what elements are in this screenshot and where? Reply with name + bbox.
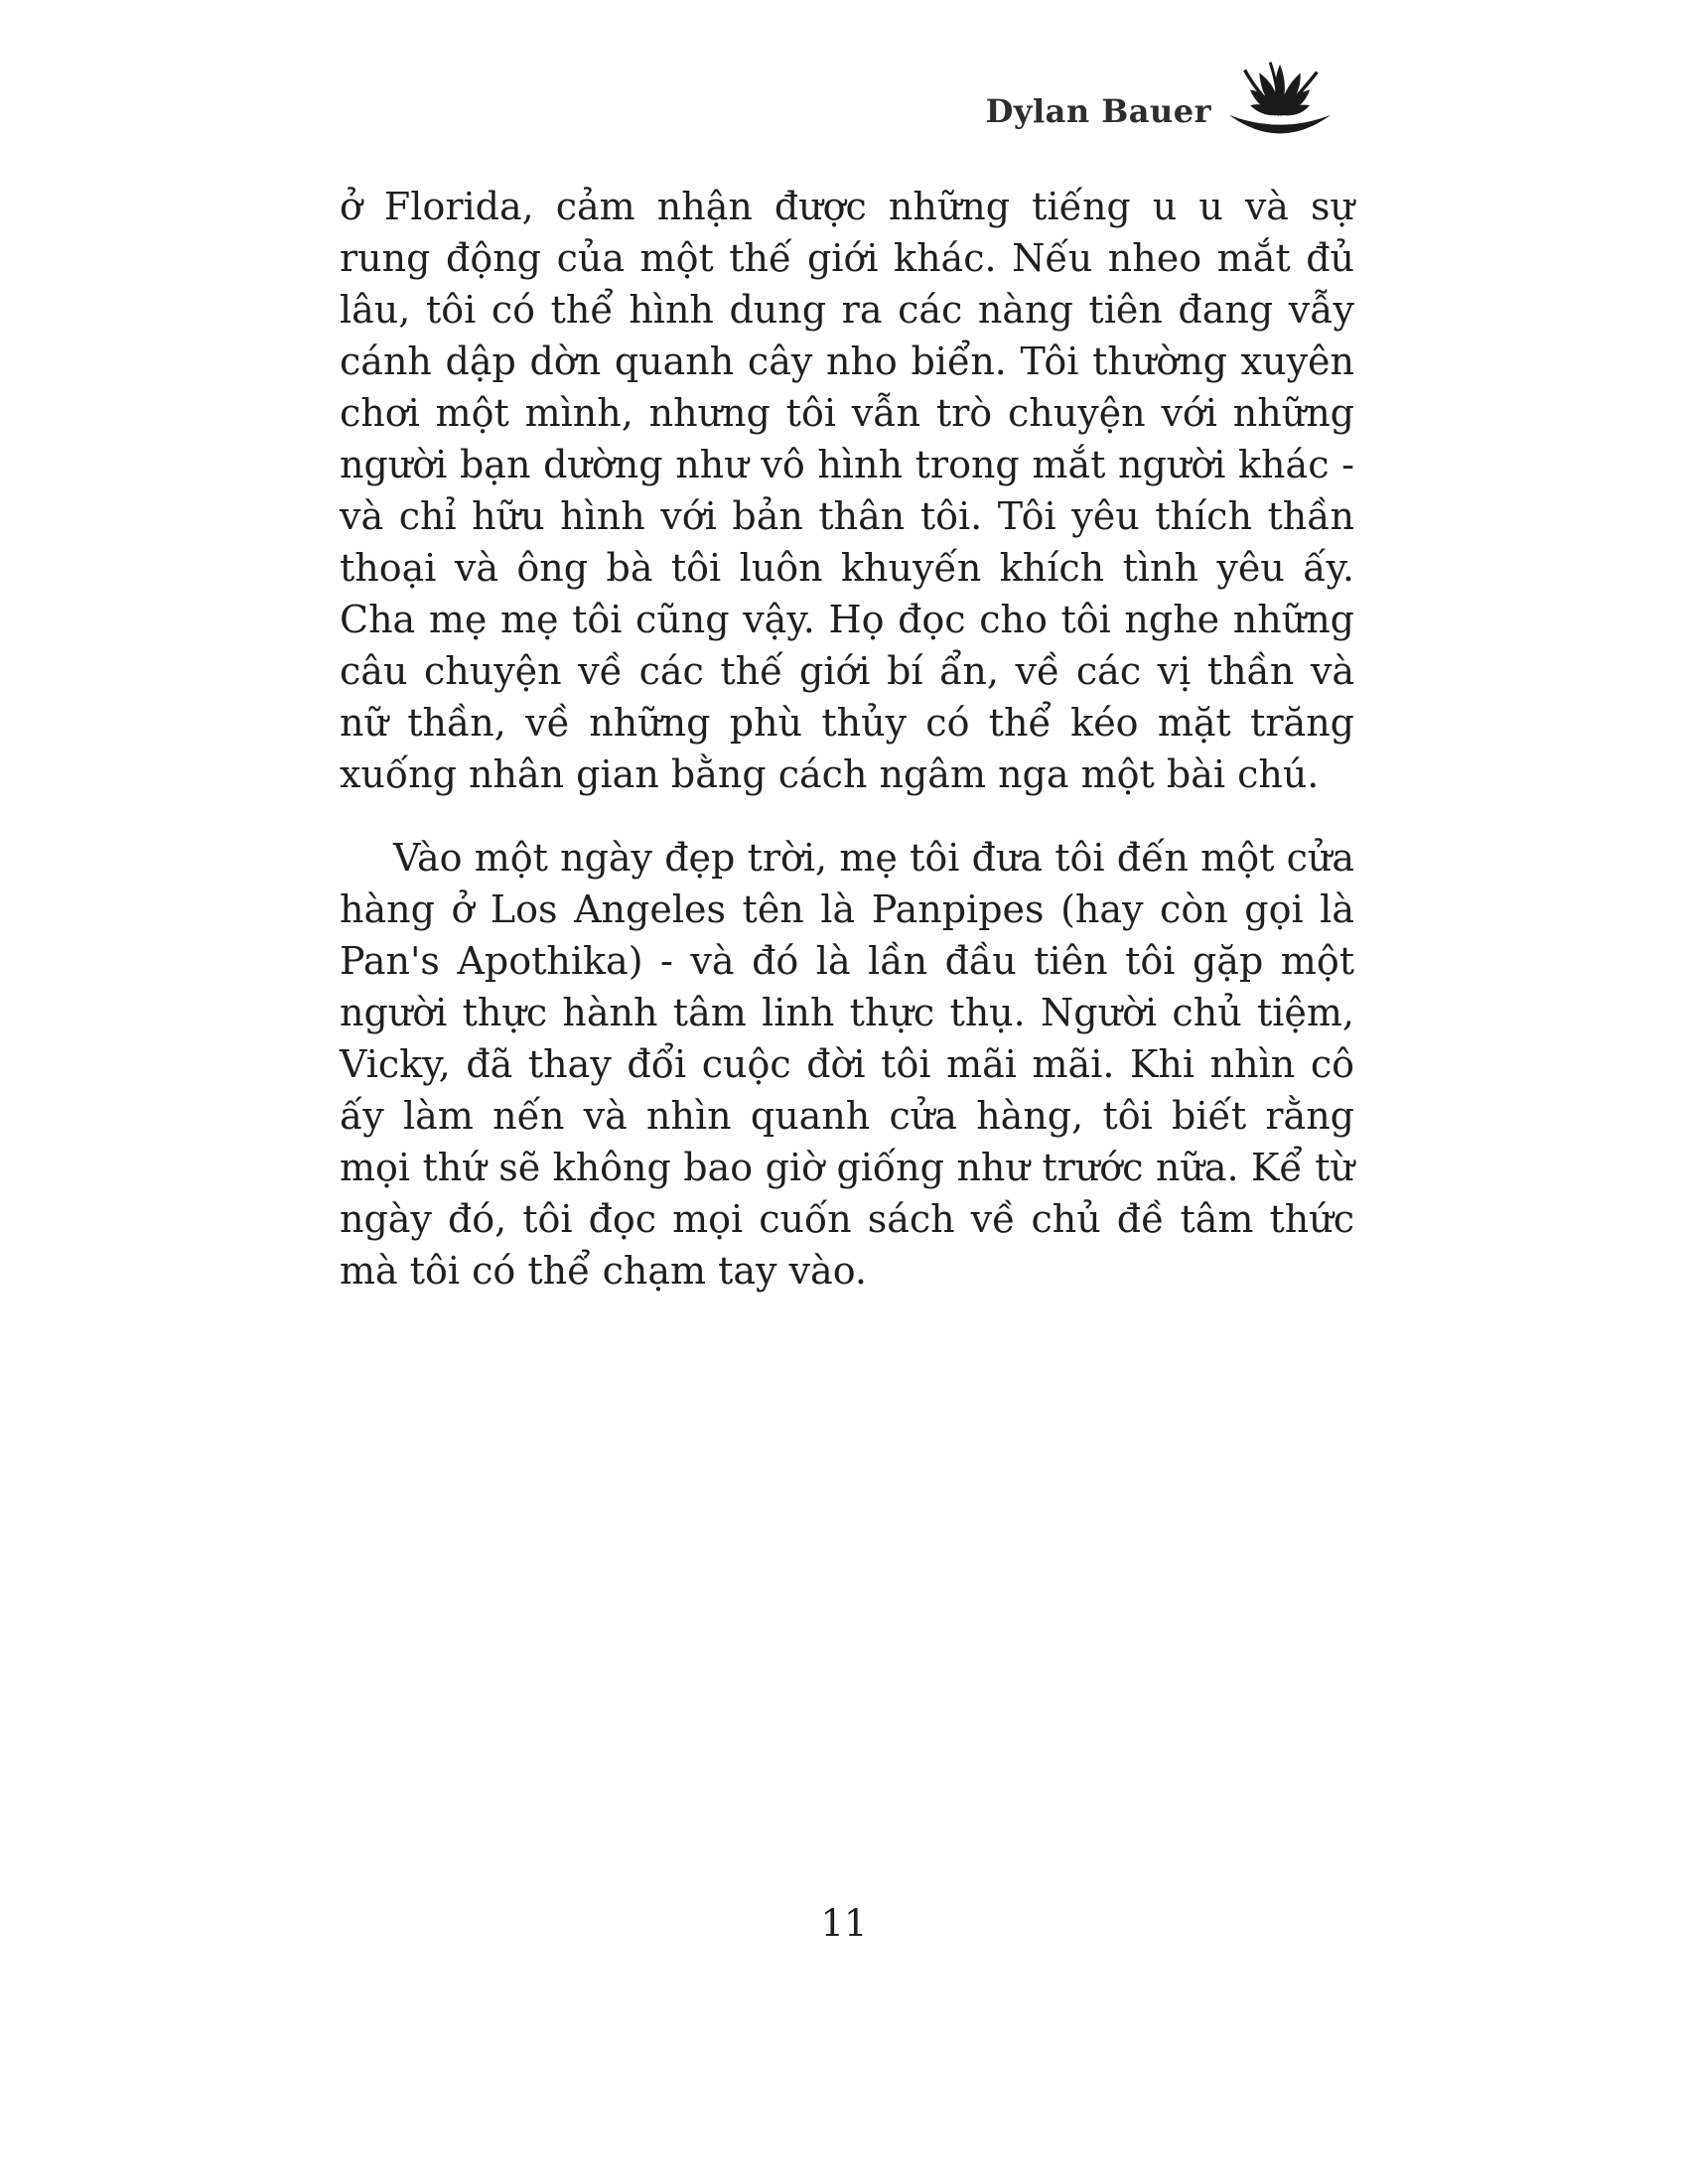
page-header [986, 58, 1338, 153]
author-name: Dylan Bauer [985, 92, 1211, 130]
page-footer [0, 1902, 1688, 1945]
paragraph: Vào một ngày đẹp trời, mẹ tôi đưa tôi đến một cửa hàng ở Los Angeles tên là Panpipes (hay còn gọi là Pan's Apothika) - và đó là lần đầu tiên tôi gặp một người thực hành tâm linh thực thụ. Người chủ tiệm, Vicky, đã thay đổi cuộc đời tôi mãi mãi. Khi nhìn cô ấy làm nến và nhìn quanh cửa hàng, tôi biết rằng mọi thứ sẽ không bao giờ giống như trước nữa. Kể từ ngày đó, tôi đọc mọi cuốn sách về chủ đề tâm thức mà tôi có thể chạm tay vào. [340, 836, 1354, 1293]
herb-leaves-in-bowl-icon [1221, 58, 1338, 153]
paragraph: ở Florida, cảm nhận được những tiếng u u và sự rung động của một thế giới khác. Nếu nheo mắt đủ lâu, tôi có thể hình dung ra các nàng tiên đang vẫy cánh dập dờn quanh cây nho biển. Tôi thường xuyên chơi một mình, nhưng tôi vẫn trò chuyện với những người bạn dường như vô hình trong mắt người khác - và chỉ hữu hình với bản thân tôi. Tôi yêu thích thần thoại và ông bà tôi luôn khuyến khích tình yêu ấy. Cha mẹ mẹ tôi cũng vậy. Họ đọc cho tôi nghe những câu chuyện về các thế giới bí ẩn, về các vị thần và nữ thần, về những phù thủy có thể kéo mặt trăng xuống nhân gian bằng cách ngâm nga một bài chú. [340, 185, 1354, 796]
page-body [340, 181, 1354, 1297]
page-number: 11 [820, 1902, 868, 1945]
